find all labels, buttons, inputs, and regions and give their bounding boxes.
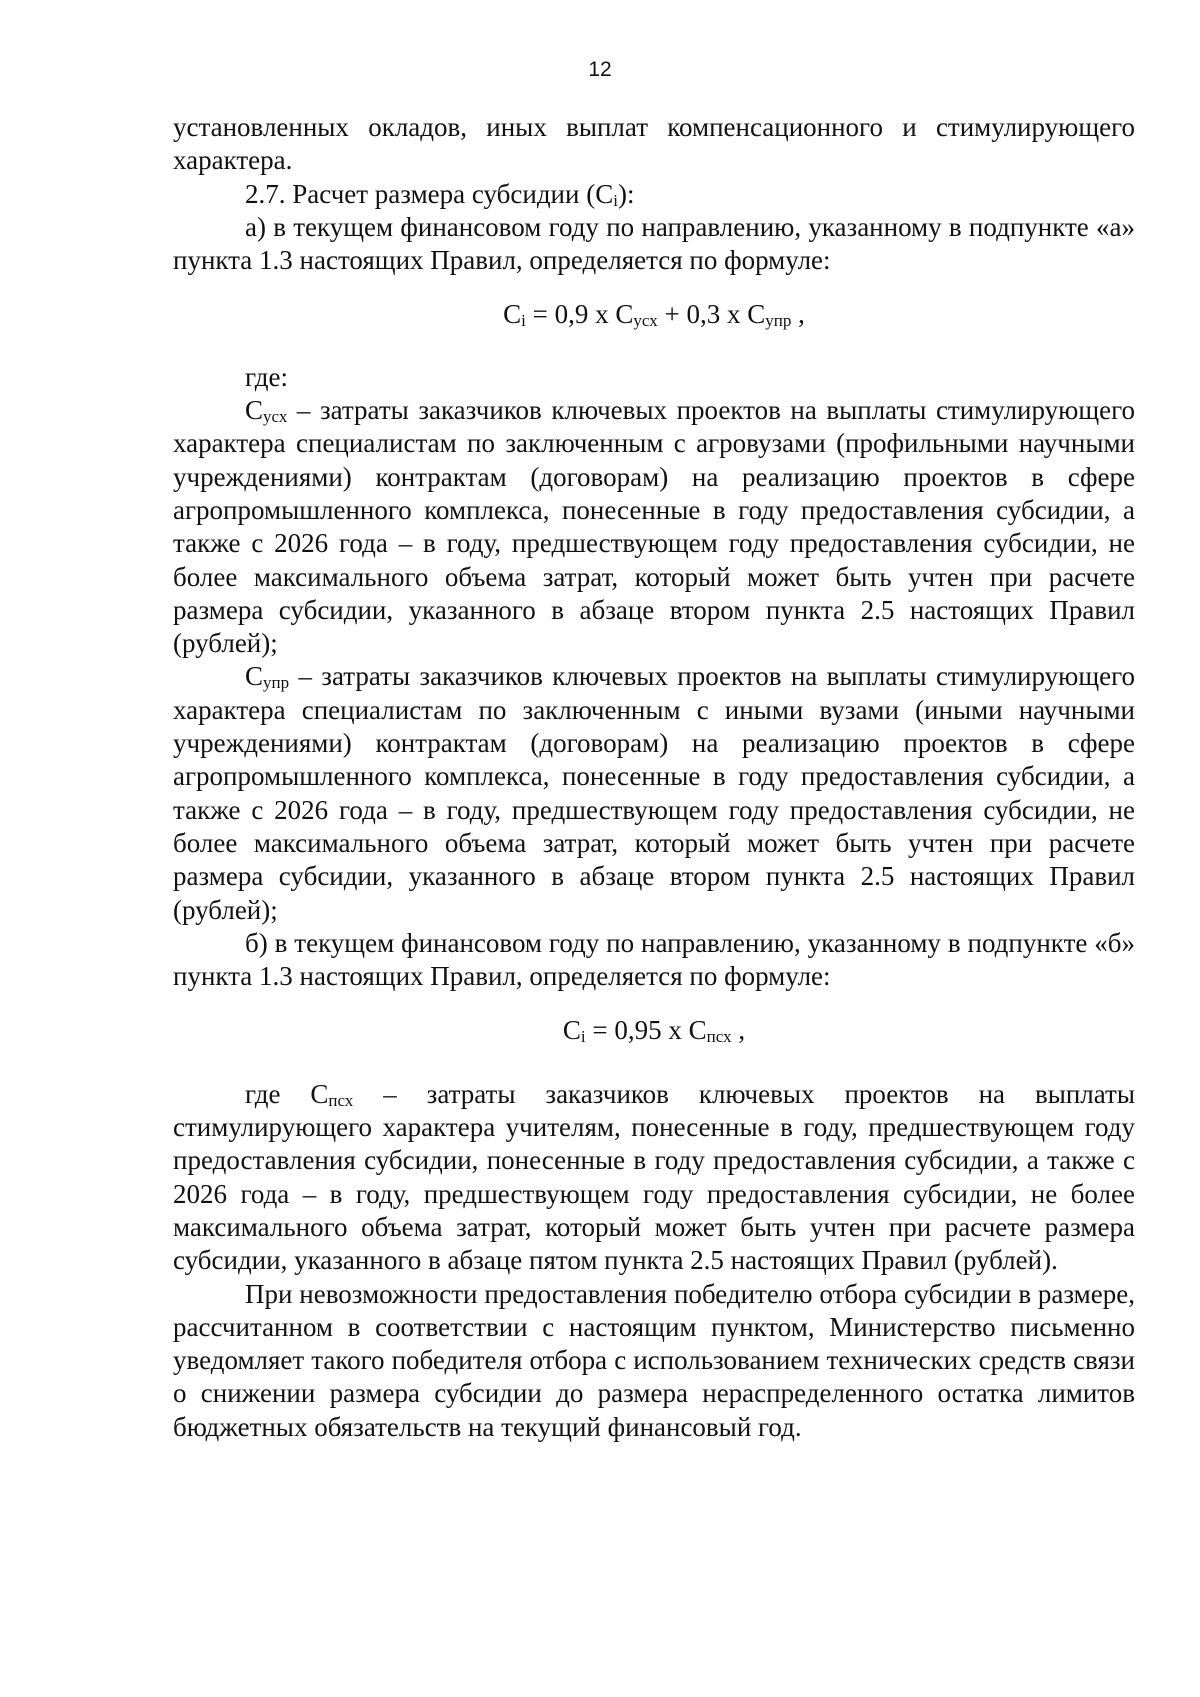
document-body xyxy=(173,111,1135,1444)
paragraph-continuation: установленных окладов, иных выплат компенсационного и стимулирующего характера. xyxy=(173,112,1135,176)
formula-2-sub-psx: псх xyxy=(706,1027,732,1047)
formula-1 xyxy=(173,298,1135,331)
definition-psx-sub: псх xyxy=(328,1090,354,1110)
formula-1-sub-usx: усх xyxy=(633,311,658,331)
formula-2 xyxy=(173,1014,1135,1047)
paragraph-item-a: а) в текущем финансовом году по направлению, указанному в подпункте «а» пункта 1.3 настоящих Правил, определяется по формуле: xyxy=(173,211,1135,276)
paragraph-definition-usx xyxy=(173,394,1135,660)
paragraph-where: где: xyxy=(245,361,288,392)
formula-1-term-2: + 0,3 х С xyxy=(657,299,766,330)
page-number: 12 xyxy=(588,58,612,81)
section-heading-end: ): xyxy=(617,178,635,209)
paragraph-definition-psx xyxy=(173,1078,1135,1278)
formula-1-symbol: С xyxy=(503,299,522,330)
paragraph-impossibility: При невозможности предоставления победителю отбора субсидии в размере, рассчитанном в соответствии с настоящим пунктом, Министерство письменно уведомляет такого победителя отбора с использованием технических средств связи о снижении размера субсидии до размера нераспределенного остатка лимитов бюджетных обязательств на текущий финансовый год. xyxy=(173,1278,1135,1442)
definition-usx-symbol: С xyxy=(245,395,264,426)
section-heading-text: 2.7. Расчет размера субсидии (С xyxy=(245,178,614,209)
paragraph-definition-upr xyxy=(173,660,1135,926)
subscript-i: i xyxy=(613,190,618,210)
formula-2-symbol: С xyxy=(562,1015,581,1046)
formula-1-end: , xyxy=(791,299,805,330)
formula-2-sub-i: i xyxy=(580,1027,586,1047)
formula-2-term-1: = 0,95 х С xyxy=(585,1015,707,1046)
definition-psx-prefix: где С xyxy=(245,1078,329,1109)
definition-upr-symbol: С xyxy=(245,661,264,692)
paragraph-item-b: б) в текущем финансовом году по направлению, указанному в подпункте «б» пункта 1.3 настоящих Правил, определяется по формуле: xyxy=(173,927,1135,992)
definition-psx-text: – затраты заказчиков ключевых проектов на выплаты стимулирующего характера учителям, понесенные в году, предшествующем году предоставления субсидии, понесенные в году предоставления субсидии, а также с 2026 года – в году, предшествующем году предоставления субсидии, не более максимального объема затрат, который может быть учтен при расчете размера субсидии, указанного в абзаце пятом пункта 2.5 настоящих Правил (рублей). xyxy=(173,1078,1135,1276)
definition-upr-sub: упр xyxy=(263,673,290,693)
formula-1-sub-i: i xyxy=(521,311,526,331)
paragraph-section-2-7 xyxy=(173,178,1135,211)
definition-upr-text: – затраты заказчиков ключевых проектов на выплаты стимулирующего характера специалистам по заключенным с иными вузами (иными научными учреждениями) контрактам (договорам) на реализацию проектов в сфере агропромышленного комплекса, понесенные в году предоставления субсидии, а также с 2026 года – в году, предшествующем году предоставления субсидии, не более максимального объема затрат, который может быть учтен при расчете размера субсидии, указанного в абзаце втором пункта 2.5 настоящих Правил (рублей); xyxy=(173,661,1135,925)
definition-usx-text: – затраты заказчиков ключевых проектов на выплаты стимулирующего характера специалистам по заключенным с агровузами (профильными научными учреждениями) контрактам (договорам) на реализацию проектов в сфере агропромышленного комплекса, понесенные в году предоставления субсидии, а также с 2026 года – в году, предшествующем году предоставления субсидии, не более максимального объема затрат, который может быть учтен при расчете размера субсидии, указанного в абзаце втором пункта 2.5 настоящих Правил (рублей); xyxy=(173,395,1135,659)
formula-2-end: , xyxy=(731,1015,746,1046)
definition-usx-sub: усх xyxy=(263,407,288,427)
formula-1-term-1: = 0,9 х С xyxy=(525,299,634,330)
formula-1-sub-upr: упр xyxy=(765,311,792,331)
